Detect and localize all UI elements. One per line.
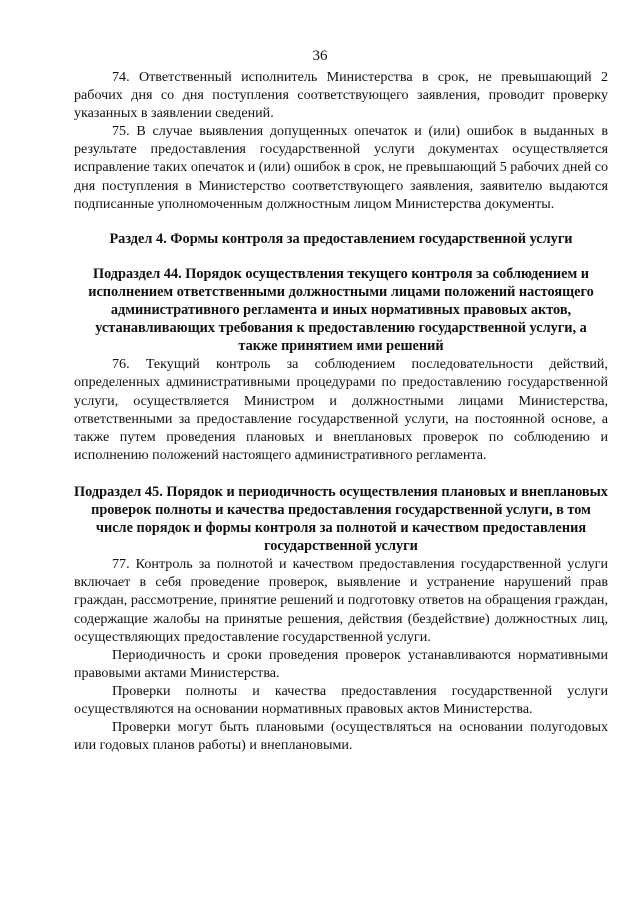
paragraph-74: 74. Ответственный исполнитель Министерства в срок, не превышающий 2 рабочих дня со дня поступления соответствующего заявления, проводит проверку указанных в заявлении сведений. [74, 69, 608, 122]
subsection-44-title: Подраздел 44. Порядок осуществления текущего контроля за соблюдением и исполнением ответственными должностными лицами положений настоящего административного регламента и иных нормативных правовых актов, устанавливающих требования к предоставлению государственной услуги, а также принятием ими решений [88, 265, 594, 355]
page-content [74, 68, 608, 754]
subsection-45-title: Подраздел 45. Порядок и периодичность осуществления плановых и внеплановых проверок полноты и качества предоставления государственной услуги, в том числе порядок и формы контроля за полнотой и качеством предоставления государственной услуги [74, 483, 608, 555]
paragraph-inspections-basis: Проверки полноты и качества предоставления государственной услуги осуществляются на основании нормативных правовых актов Министерства. [74, 682, 608, 717]
paragraph-inspections-types: Проверки могут быть плановыми (осуществляться на основании полугодовых или годовых планов работы) и внеплановыми. [74, 719, 608, 754]
paragraph-75: 75. В случае выявления допущенных опечаток и (или) ошибок в выданных в результате предоставления государственной услуги документах осуществляется исправление таких опечаток и (или) ошибок в срок, не превышающий 5 рабочих дней со дня поступления в Министерство соответствующего заявления, заявителю выдаются подписанные уполномоченным должностным лицом Министерства документы. [74, 123, 608, 212]
section-4-title: Раздел 4. Формы контроля за предоставлением государственной услуги [109, 230, 573, 247]
paragraph-76: 76. Текущий контроль за соблюдением последовательности действий, определенных административными процедурами по предоставлению государственной услуги, осуществляется Министром и должностными лицами Министерства, ответственными за предоставление государственной услуги, на постоянной основе, а также путем проведения плановых и внеплановых проверок по соблюдению и исполнению положений настоящего административного регламента. [74, 356, 608, 463]
paragraph-periodicity: Периодичность и сроки проведения проверок устанавливаются нормативными правовыми актами Министерства. [74, 646, 608, 681]
paragraph-77: 77. Контроль за полнотой и качеством предоставления государственной услуги включает в себя проведение проверок, выявление и устранение нарушений прав граждан, рассмотрение, принятие решений и подготовку ответов на обращения граждан, содержащие жалобы на принятые решения, действия (бездействие) должностных лиц, осуществляющих предоставление государственной услуги. [74, 556, 608, 645]
page-number: 36 [312, 48, 328, 64]
